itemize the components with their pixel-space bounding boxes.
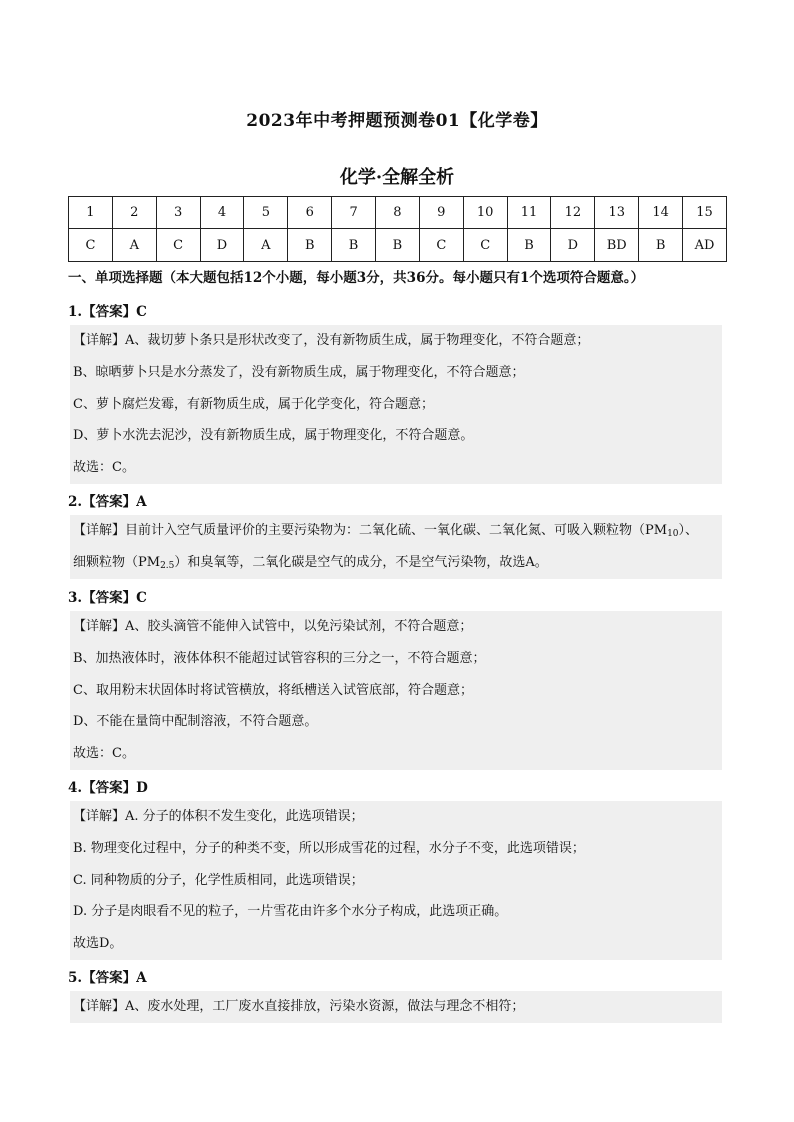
answer-cell: C [156, 229, 200, 262]
answer-cell: AD [683, 229, 727, 262]
question-5-detail [70, 991, 722, 1023]
question-number-cell: 11 [507, 197, 551, 229]
subscript: 10 [667, 529, 679, 539]
detail-line: 【详解】A、裁切萝卜条只是形状改变了，没有新物质生成，属于物理变化，不符合题意； [73, 333, 590, 348]
detail-line [70, 547, 722, 579]
answer-cell: D [200, 229, 244, 262]
answer-cell: B [507, 229, 551, 262]
answer-cell: C [419, 229, 463, 262]
answer-cell: B [288, 229, 332, 262]
answer-cell: B [332, 229, 376, 262]
question-1-detail [70, 325, 722, 484]
answer-table [68, 196, 727, 262]
detail-line: D、萝卜水洗去泥沙，没有新物质生成，属于物理变化，不符合题意。 [73, 428, 474, 444]
answer-cell: C [69, 229, 113, 262]
question-number-cell: 8 [376, 197, 420, 229]
question-2-detail [70, 515, 722, 579]
detail-line: C、萝卜腐烂发霉，有新物质生成，属于化学变化，符合题意； [73, 396, 434, 412]
question-number-cell: 3 [156, 197, 200, 229]
section-heading: 一、单项选择题（本大题包括12个小题，每小题3分，共36分。每小题只有1个选项符合题意。） [68, 270, 645, 286]
question-2-answer: 2.【答案】A [68, 494, 147, 510]
question-3-detail [70, 611, 722, 770]
answer-cell: A [112, 229, 156, 262]
answer-cell: D [551, 229, 595, 262]
question-number-cell: 10 [463, 197, 507, 229]
document-title: 2023年中考押题预测卷01【化学卷】 [246, 111, 548, 131]
detail-line: D、不能在量筒中配制溶液，不符合题意。 [73, 714, 318, 730]
question-4-answer: 4.【答案】D [68, 780, 148, 796]
detail-line: 故选D。 [73, 936, 123, 952]
question-number-cell: 1 [69, 197, 113, 229]
answer-cell: BD [595, 229, 639, 262]
detail-text: 【详解】目前计入空气质量评价的主要污染物为：二氧化硫、一氧化碳、二氧化氮、可吸入颗粒物（PM [73, 523, 668, 538]
detail-line: 【详解】A、胶头滴管不能伸入试管中，以免污染试剂，不符合题意； [73, 619, 473, 634]
question-number-cell: 9 [419, 197, 463, 229]
question-4-detail [70, 801, 722, 960]
detail-text: 细颗粒物（PM [73, 554, 161, 570]
question-3-answer: 3.【答案】C [68, 590, 147, 606]
question-number-cell: 15 [683, 197, 727, 229]
detail-line [70, 515, 722, 547]
detail-text: ）、 [678, 523, 699, 538]
question-number-cell: 14 [639, 197, 683, 229]
answer-cell: A [244, 229, 288, 262]
detail-line: 故选：C。 [73, 460, 135, 476]
detail-text: ）和臭氧等，二氧化碳是空气的成分，不是空气污染物，故选A。 [174, 554, 548, 570]
answer-cell: B [376, 229, 420, 262]
answer-table-number-row [69, 197, 727, 229]
question-number-cell: 4 [200, 197, 244, 229]
detail-line: 【详解】A. 分子的体积不发生变化，此选项错误； [73, 809, 364, 824]
subscript: 2.5 [160, 560, 175, 571]
detail-line: B、加热液体时，液体体积不能超过试管容积的三分之一，不符合题意； [73, 650, 486, 666]
question-number-cell: 12 [551, 197, 595, 229]
detail-line: 【详解】A、废水处理，工厂废水直接排放，污染水资源，做法与理念不相符； [73, 999, 525, 1014]
detail-line: B、晾晒萝卜只是水分蒸发了，没有新物质生成，属于物理变化，不符合题意； [73, 364, 525, 380]
question-number-cell: 2 [112, 197, 156, 229]
answer-table-answer-row [69, 229, 727, 262]
question-5-answer: 5.【答案】A [68, 970, 147, 986]
detail-line: B. 物理变化过程中，分子的种类不变，所以形成雪花的过程，水分子不变，此选项错误； [73, 840, 585, 856]
detail-line: 故选：C。 [73, 746, 135, 762]
question-number-cell: 6 [288, 197, 332, 229]
question-number-cell: 5 [244, 197, 288, 229]
question-number-cell: 7 [332, 197, 376, 229]
question-number-cell: 13 [595, 197, 639, 229]
detail-line: C. 同种物质的分子，化学性质相同，此选项错误； [73, 872, 364, 888]
document-subtitle: 化学·全解全析 [339, 167, 455, 188]
answer-cell: B [639, 229, 683, 262]
detail-line: C、取用粉末状固体时将试管横放，将纸槽送入试管底部，符合题意； [73, 682, 473, 698]
question-1-answer: 1.【答案】C [68, 304, 147, 320]
detail-line: D. 分子是肉眼看不见的粒子，一片雪花由许多个水分子构成，此选项正确。 [73, 904, 508, 920]
answer-cell: C [463, 229, 507, 262]
